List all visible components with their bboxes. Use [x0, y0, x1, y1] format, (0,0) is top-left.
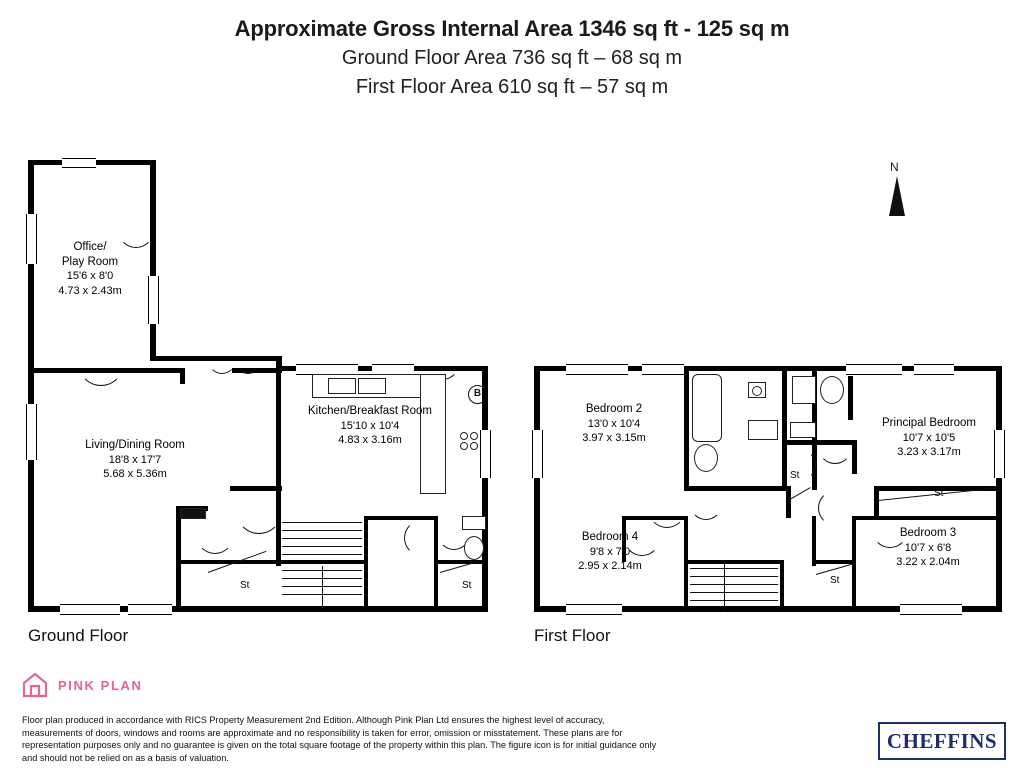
first-internal-wall-18	[688, 560, 780, 564]
first-internal-wall-19	[780, 560, 784, 612]
first-internal-wall-1	[684, 370, 689, 490]
basin-icon	[462, 516, 486, 530]
first-wall-left	[534, 366, 540, 612]
ground-internal-wall-12	[364, 516, 368, 612]
room-bedroom-3	[858, 526, 998, 570]
door-arc	[648, 490, 686, 528]
first-internal-wall-8	[848, 376, 853, 420]
plan-header	[0, 14, 1024, 102]
north-label: N	[890, 160, 899, 174]
shower-icon	[792, 376, 816, 404]
room-name: Principal Bedroom	[882, 417, 976, 429]
room-dimensions-imperial: 13'0 x 10'4	[587, 417, 641, 430]
first-floor-caption: First Floor	[534, 626, 611, 645]
sink-icon	[358, 378, 386, 394]
window	[128, 604, 172, 615]
door-arc	[690, 488, 722, 520]
ground-internal-wall-2	[180, 368, 185, 384]
room-dimensions-metric: 3.23 x 3.17m	[897, 446, 961, 458]
room-dimensions-metric: 4.83 x 3.16m	[338, 434, 402, 446]
window	[566, 364, 628, 375]
first-internal-wall-15	[684, 516, 688, 612]
ground-floor-caption: Ground Floor	[28, 626, 129, 645]
room-kitchen-breakfast	[278, 404, 462, 448]
hob-icon	[470, 442, 478, 450]
door-arc	[234, 346, 262, 374]
door-arc	[208, 346, 236, 374]
toilet-icon	[820, 376, 844, 404]
door-arc	[196, 516, 234, 554]
room-dimensions-imperial: 18'8 x 17'7	[108, 453, 162, 466]
storage-label-3: St	[830, 575, 840, 586]
room-name: Bedroom 2	[585, 403, 643, 415]
room-dimensions-metric: 5.68 x 5.36m	[103, 468, 167, 480]
storage-label-1: St	[790, 470, 800, 481]
window	[846, 364, 902, 375]
door-arc	[404, 520, 440, 556]
door-arc	[818, 430, 852, 464]
toilet-icon	[694, 444, 718, 472]
ground-internal-wall-8	[176, 506, 181, 612]
storage-label-1: St	[240, 580, 250, 591]
room-dimensions-metric: 4.73 x 2.43m	[58, 284, 122, 297]
disclaimer-text: Floor plan produced in accordance with RICS Property Measurement 2nd Edition. Although Pink Plan Ltd ensures the highest level of accuracy, measurements of doors, windows and rooms are approximate and no responsibility is taken for error, omission or misstatement. These plans are for representation purposes only and no guarantee is given on the total square footage of the property within this plan. The figure icon is for initial guidance only and should not be relied on as a basis of valuation.	[22, 715, 657, 763]
bathtub-icon	[692, 374, 722, 442]
north-arrow-icon	[876, 160, 920, 220]
sink-icon	[328, 378, 356, 394]
window	[914, 364, 954, 375]
first-internal-wall-13	[852, 516, 996, 520]
room-name-2: Play Room	[61, 255, 119, 268]
ground-wall-right	[482, 366, 488, 612]
header-title: Approximate Gross Internal Area 1346 sq ft - 125 sq m	[234, 16, 790, 41]
vanity-icon	[748, 420, 778, 440]
room-dimensions-imperial: 10'7 x 10'5	[902, 431, 956, 444]
storage-label-2: St	[462, 580, 472, 591]
basin-bowl-icon	[752, 386, 762, 396]
window	[900, 604, 962, 615]
hob-icon	[470, 432, 478, 440]
room-dimensions-imperial: 15'10 x 10'4	[340, 419, 400, 432]
header-ground-floor-area: Ground Floor Area 736 sq ft – 68 sq m	[341, 47, 683, 69]
north-arrow-triangle	[889, 176, 905, 216]
room-bedroom-4	[540, 530, 680, 574]
window	[566, 604, 622, 615]
room-dimensions-imperial: 15'6 x 8'0	[66, 270, 114, 282]
window	[532, 430, 543, 478]
room-dimensions-metric: 3.22 x 2.04m	[896, 556, 960, 568]
door-arc	[78, 340, 124, 386]
pink-plan-brand	[22, 672, 142, 698]
toilet-icon	[464, 536, 484, 560]
first-internal-wall-4	[782, 440, 816, 445]
room-bedroom-2	[544, 402, 684, 446]
room-living-dining	[20, 438, 250, 482]
storage-label-2: St	[934, 488, 944, 499]
room-dimensions-imperial: 9'8 x 7'0	[589, 545, 631, 558]
house-icon	[22, 672, 48, 698]
basin-icon	[790, 422, 816, 438]
room-name: Bedroom 4	[581, 531, 639, 543]
ground-internal-wall-13	[364, 516, 438, 520]
window	[480, 430, 491, 478]
first-wall-right	[996, 366, 1002, 612]
first-internal-wall-3	[782, 370, 787, 490]
ground-wall-office-right	[150, 160, 156, 360]
cheffins-label: CHEFFINS	[886, 728, 998, 753]
room-dimensions-metric: 2.95 x 2.14m	[578, 560, 642, 572]
room-name: Kitchen/Breakfast Room	[307, 405, 432, 417]
brand-name: PINK PLAN	[58, 677, 143, 693]
door-arc	[236, 488, 282, 534]
room-name: Office/	[73, 241, 107, 253]
ground-internal-wall-11	[276, 560, 368, 564]
window	[60, 604, 120, 615]
room-name: Bedroom 3	[899, 527, 957, 539]
boiler-badge: B	[468, 385, 487, 404]
room-name: Living/Dining Room	[85, 439, 185, 451]
first-internal-wall-12	[874, 486, 879, 518]
cheffins-logo	[878, 722, 1006, 760]
first-internal-wall-21	[812, 516, 816, 566]
window	[62, 158, 96, 168]
room-dimensions-metric: 3.97 x 3.15m	[582, 432, 646, 444]
room-office-play-room	[30, 240, 150, 298]
door-arc	[818, 490, 854, 526]
window	[642, 364, 684, 375]
room-dimensions-imperial: 10'7 x 6'8	[904, 541, 952, 554]
radiator-icon	[180, 508, 206, 519]
header-first-floor-area: First Floor Area 610 sq ft – 57 sq m	[355, 76, 669, 98]
room-principal-bedroom	[856, 416, 1002, 460]
first-internal-wall-7	[786, 486, 791, 518]
